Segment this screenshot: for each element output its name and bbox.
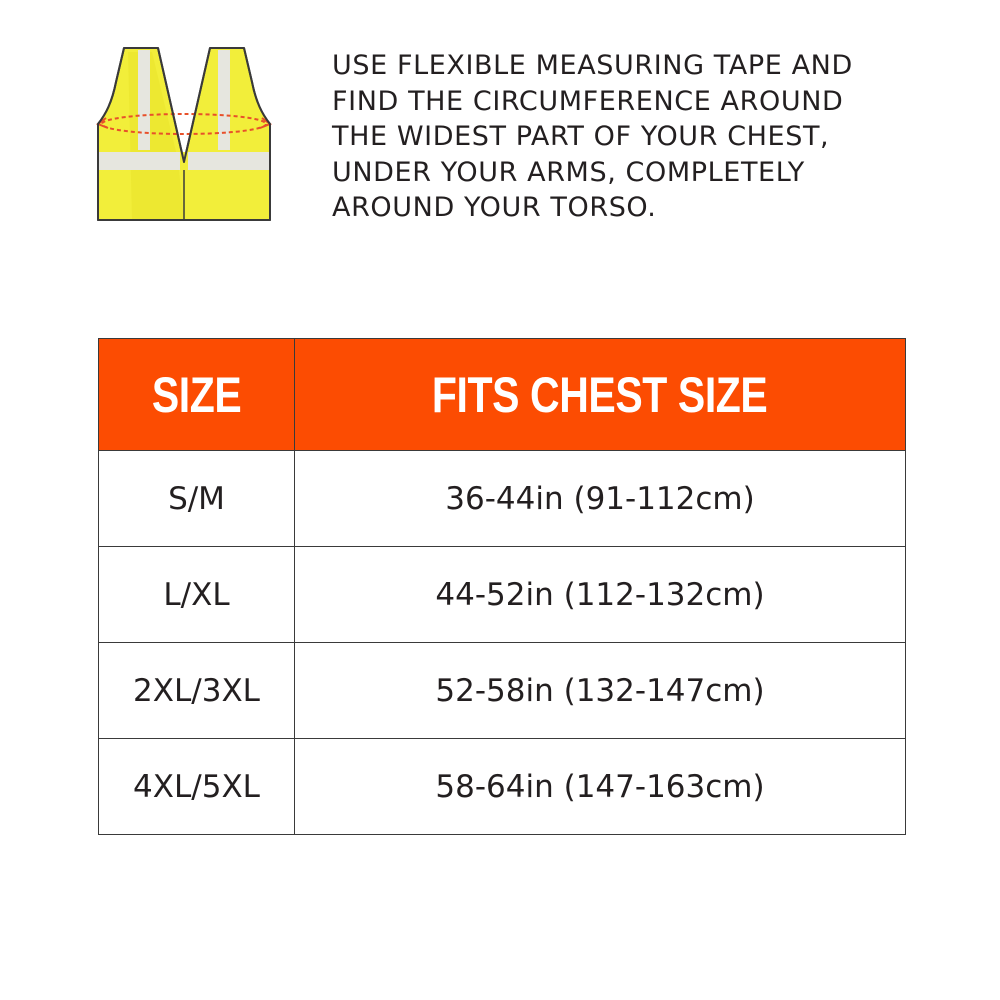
size-cell: 4XL/5XL — [99, 739, 295, 835]
table-row — [99, 643, 906, 739]
table-row — [99, 547, 906, 643]
chest-cell: 52-58in (132-147cm) — [295, 643, 906, 739]
instruction-line: UNDER YOUR ARMS, COMPLETELY — [332, 156, 805, 188]
header-size — [99, 339, 295, 451]
table-row — [99, 739, 906, 835]
header-chest-size — [295, 339, 906, 451]
size-cell: S/M — [99, 451, 295, 547]
instruction-line: THE WIDEST PART OF YOUR CHEST, — [332, 121, 830, 152]
measuring-instructions — [332, 48, 972, 226]
chest-cell: 44-52in (112-132cm) — [295, 547, 906, 643]
size-cell: 2XL/3XL — [99, 643, 295, 739]
table-row — [99, 451, 906, 547]
size-cell: L/XL — [99, 547, 295, 643]
header-chest-label: FITS CHEST SIZE — [432, 366, 768, 423]
safety-vest-measuring-icon — [92, 42, 276, 226]
instruction-line: AROUND YOUR TORSO. — [332, 192, 657, 223]
instruction-line: USE FLEXIBLE MEASURING TAPE AND — [332, 50, 853, 81]
instruction-line: FIND THE CIRCUMFERENCE AROUND — [332, 85, 844, 117]
table-header-row — [99, 339, 906, 451]
reflective-stripe-left — [138, 50, 150, 150]
chest-cell: 36-44in (91-112cm) — [295, 451, 906, 547]
chest-cell: 58-64in (147-163cm) — [295, 739, 906, 835]
reflective-stripe-right — [218, 50, 230, 150]
size-chart-table — [98, 338, 906, 835]
header-size-label: SIZE — [151, 366, 242, 423]
